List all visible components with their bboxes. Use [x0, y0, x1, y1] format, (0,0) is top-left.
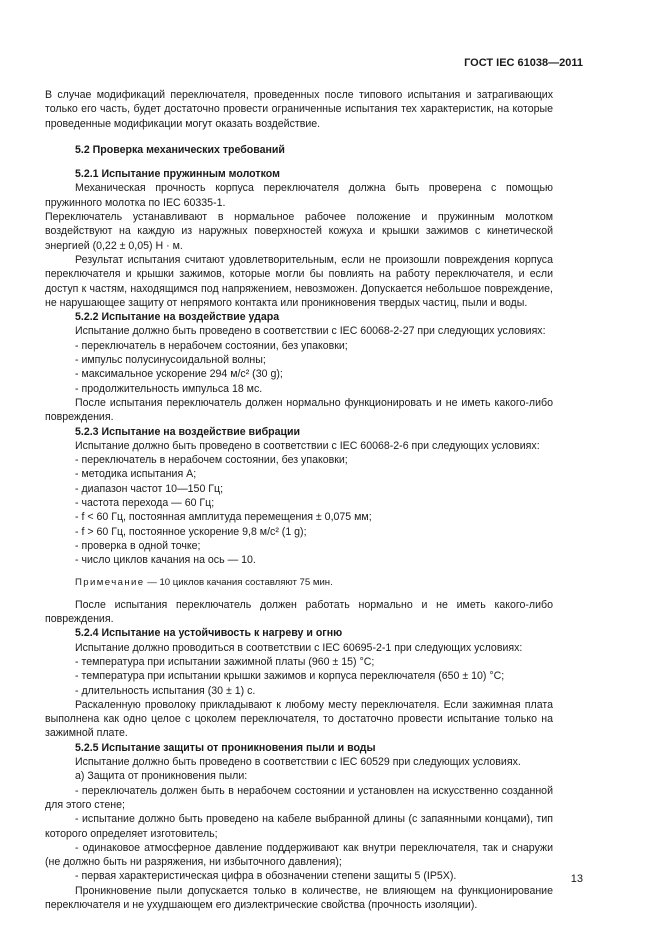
note-text: — 10 циклов качания составляют 75 мин. [144, 576, 333, 588]
note [45, 576, 553, 590]
list-item: - методика испытания А; [75, 468, 197, 481]
list-item: - испытание должно быть проведено на кабеле выбранной длины (с запаянными концами), тип которого определяет изготовитель; [45, 813, 553, 840]
section-5-2-1-title: 5.2.1 Испытание пружинным молотком [75, 168, 280, 181]
section-5-2-5-after: Проникновение пыли допускается только в количестве, не влияющем на функционирование переключателя и не ухудшающем его диэлектрические свойства (прочность изоляции). [45, 884, 553, 912]
note-label: Примечание [75, 576, 145, 588]
section-5-2-3-title: 5.2.3 Испытание на воздействие вибрации [75, 425, 301, 438]
list-item: - переключатель в нерабочем состоянии, без упаковки; [75, 339, 348, 352]
section-5-2-4-after: Раскаленную проволоку прикладывают к любому месту переключателя. Если зажимная плата выполнена как одно целое с цоколем переключателя, то достаточно провести испытание только на зажимной плате. [45, 698, 553, 740]
section-5-2-2-after: После испытания переключатель должен нормально функционировать и не иметь какого-либо повреждения. [45, 396, 553, 424]
section-5-2-2-lead: Испытание должно быть проведено в соответствии с IEC 60068-2-27 при следующих условиях: [75, 325, 546, 338]
section-5-2-5-title: 5.2.5 Испытание защиты от проникновения пыли и воды [75, 741, 376, 754]
section-5-2-4-title: 5.2.4 Испытание на устойчивость к нагреву и огню [75, 627, 343, 640]
list-item: - f < 60 Гц, постоянная амплитуда перемещения ± 0,075 мм; [75, 511, 372, 524]
intro-paragraph: В случае модификаций переключателя, проведенных после типового испытания и затрагивающих только его часть, будет достаточно провести ограниченные испытания тех характеристик, на которые проведенные модификации могут оказать воздействие. [45, 89, 553, 130]
list-item: - f > 60 Гц, постоянное ускорение 9,8 м/с² (1 g); [75, 525, 307, 538]
page-header [0, 56, 583, 70]
list-item: - частота перехода — 60 Гц; [75, 497, 215, 510]
list-item: - переключатель в нерабочем состоянии, без упаковки; [75, 454, 348, 467]
list-item: - продолжительность импульса 18 мс. [75, 382, 263, 395]
section-5-2-4-lead: Испытание должно проводиться в соответствии с IEC 60695-2-1 при следующих условиях: [75, 641, 523, 654]
section-5-2-3-after: После испытания переключатель должен работать нормально и не иметь какого-либо повреждения. [45, 598, 553, 626]
section-5-2-5-lead: Испытание должно быть проведено в соответствии с IEC 60529 при следующих условиях. [75, 756, 521, 769]
list-item: - одинаковое атмосферное давление поддерживают как внутри переключателя, так и снаружи (не должно быть ни разряжения, ни избыточного давления); [45, 841, 553, 869]
list-item: - первая характеристическая цифра в обозначении степени защиты 5 (IP5X). [75, 870, 457, 883]
page-number: 13 [570, 873, 583, 885]
list-item: - температура при испытании крышки зажимов и корпуса переключателя (650 ± 10) °С; [75, 670, 505, 683]
list-item: - длительность испытания (30 ± 1) с. [75, 684, 256, 697]
list-item: - максимальное ускорение 294 м/с² (30 g); [75, 368, 283, 381]
section-5-2-1-para-2: Переключатель устанавливают в нормальное рабочее положение и пружинным молотком воздействуют на каждую из наружных поверхностей кожуха и крышки зажимов с кинетической энергией (0,22 ± 0,05) Н · м. [45, 211, 553, 252]
section-5-2-2-title: 5.2.2 Испытание на воздействие удара [75, 311, 280, 324]
section-5-2-3-lead: Испытание должно быть проведено в соответствии с IEC 60068-2-6 при следующих условиях: [75, 439, 540, 452]
list-item: - температура при испытании зажимной платы (960 ± 15) °С; [75, 655, 375, 668]
list-item: - число циклов качания на ось — 10. [75, 554, 256, 567]
section-5-2-1-para-3: Результат испытания считают удовлетворительным, если не произошли повреждения корпуса переключателя и крышки зажимов, которые могли бы повлиять на работу переключателя, и если доступ к частям, находящимся под напряжением, невозможен. Допускается небольшое повреждение, не нарушающее защиту от непрямого контакта или проникновения твердых частиц, пыли и воды. [45, 253, 553, 309]
section-5-2-1-para-1: Механическая прочность корпуса переключателя должна быть проверена с помощью пружинного молотка по IEC 60335-1. [45, 182, 553, 209]
list-item: - проверка в одной точке; [75, 539, 201, 552]
section-5-2-title: 5.2 Проверка механических требований [75, 143, 285, 156]
list-item: - импульс полусинусоидальной волны; [75, 354, 266, 367]
list-item: - переключатель должен быть в нерабочем состоянии и установлен на искусственно созданной для этого стене; [45, 784, 553, 811]
section-5-2-5-subitem-a: а) Защита от проникновения пыли: [75, 770, 248, 783]
list-item: - диапазон частот 10—150 Гц; [75, 482, 224, 495]
document-code: ГОСТ IEC 61038—2011 [464, 57, 583, 69]
